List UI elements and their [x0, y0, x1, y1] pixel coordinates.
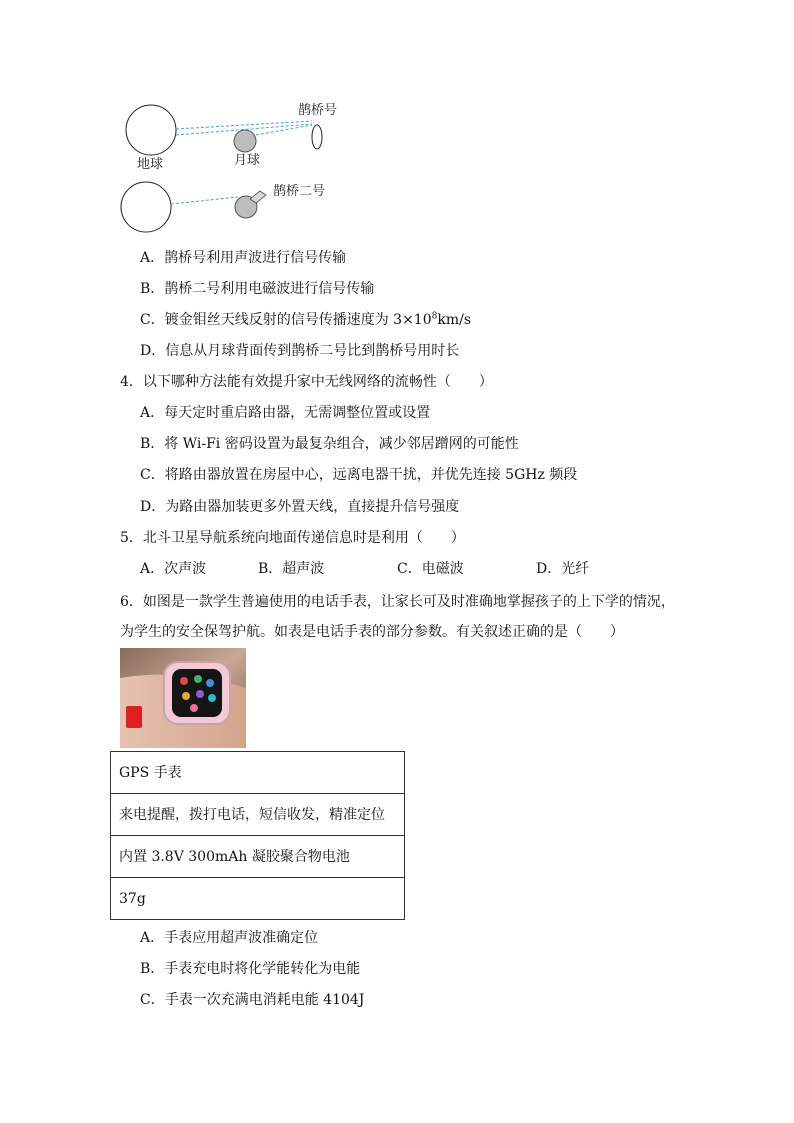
q5-option-a: A．次声波 [140, 561, 207, 577]
watch-parameter-table [110, 751, 405, 920]
q4-option-b: B．将 Wi-Fi 密码设置为最复杂组合，减少邻居蹭网的可能性 [140, 436, 519, 452]
q3-option-c [140, 310, 471, 330]
q3-option-c-exponent: 8 [431, 311, 438, 322]
q6-option-a: A．手表应用超声波准确定位 [140, 930, 319, 946]
earth-circle-bottom [121, 182, 171, 232]
q3-option-d: D．信息从月球背面传到鹊桥二号比到鹊桥号用时长 [140, 343, 460, 359]
relay-label: 鹊桥号 [298, 103, 338, 118]
table-cell: 37g [111, 878, 405, 920]
smartwatch-photo [120, 648, 246, 748]
q5-option-b: B．超声波 [258, 561, 325, 577]
satellite-relay-diagram [110, 95, 370, 245]
table-row [111, 878, 405, 920]
moon-label: 月球 [234, 153, 261, 168]
signal-line-earth-relay [176, 121, 312, 129]
table-cell: 内置 3.8V 300mAh 凝胶聚合物电池 [111, 836, 405, 878]
table-row [111, 836, 405, 878]
q6-option-c: C．手表一次充满电消耗电能 4104J [140, 992, 365, 1008]
q5-stem: 5．北斗卫星导航系统向地面传递信息时是利用（ ） [120, 530, 465, 546]
earth-circle-top [126, 105, 176, 155]
table-row [111, 794, 405, 836]
queqiao-relay-satellite [312, 125, 322, 149]
q6-stem-line2: 为学生的安全保驾护航。如表是电话手表的部分参数。有关叙述正确的是（ ） [120, 624, 624, 640]
earth-label: 地球 [137, 157, 164, 172]
relay2-label: 鹊桥二号 [273, 184, 326, 199]
q4-option-a: A．每天定时重启路由器，无需调整位置或设置 [140, 405, 431, 421]
table-cell: 来电提醒，拨打电话，短信收发，精准定位 [111, 794, 405, 836]
signal-line-earth-relay2 [171, 197, 238, 204]
moon-circle [234, 130, 256, 152]
signal-line-moon-relay [256, 125, 312, 135]
q6-option-b: B．手表充电时将化学能转化为电能 [140, 961, 361, 977]
q6-stem-line1: 6．如图是一款学生普遍使用的电话手表，让家长可及时准确地掌握孩子的上下学的情况， [120, 594, 675, 610]
q5-option-d: D．光纤 [536, 561, 590, 577]
table-cell: GPS 手表 [111, 752, 405, 794]
q3-option-c-prefix: C．镀金钼丝天线反射的信号传播速度为 3×10 [140, 312, 432, 328]
q3-option-a: A．鹊桥号利用声波进行信号传输 [140, 250, 347, 266]
q3-option-c-suffix: km/s [437, 312, 472, 328]
q3-option-b: B．鹊桥二号利用电磁波进行信号传输 [140, 281, 375, 297]
q5-option-c: C．电磁波 [397, 561, 464, 577]
q4-stem: 4．以下哪种方法能有效提升家中无线网络的流畅性（ ） [120, 374, 493, 390]
q4-option-c: C．将路由器放置在房屋中心，远离电器干扰，并优先连接 5GHz 频段 [140, 467, 578, 483]
q4-option-d: D．为路由器加装更多外置天线，直接提升信号强度 [140, 499, 460, 515]
table-row [111, 752, 405, 794]
